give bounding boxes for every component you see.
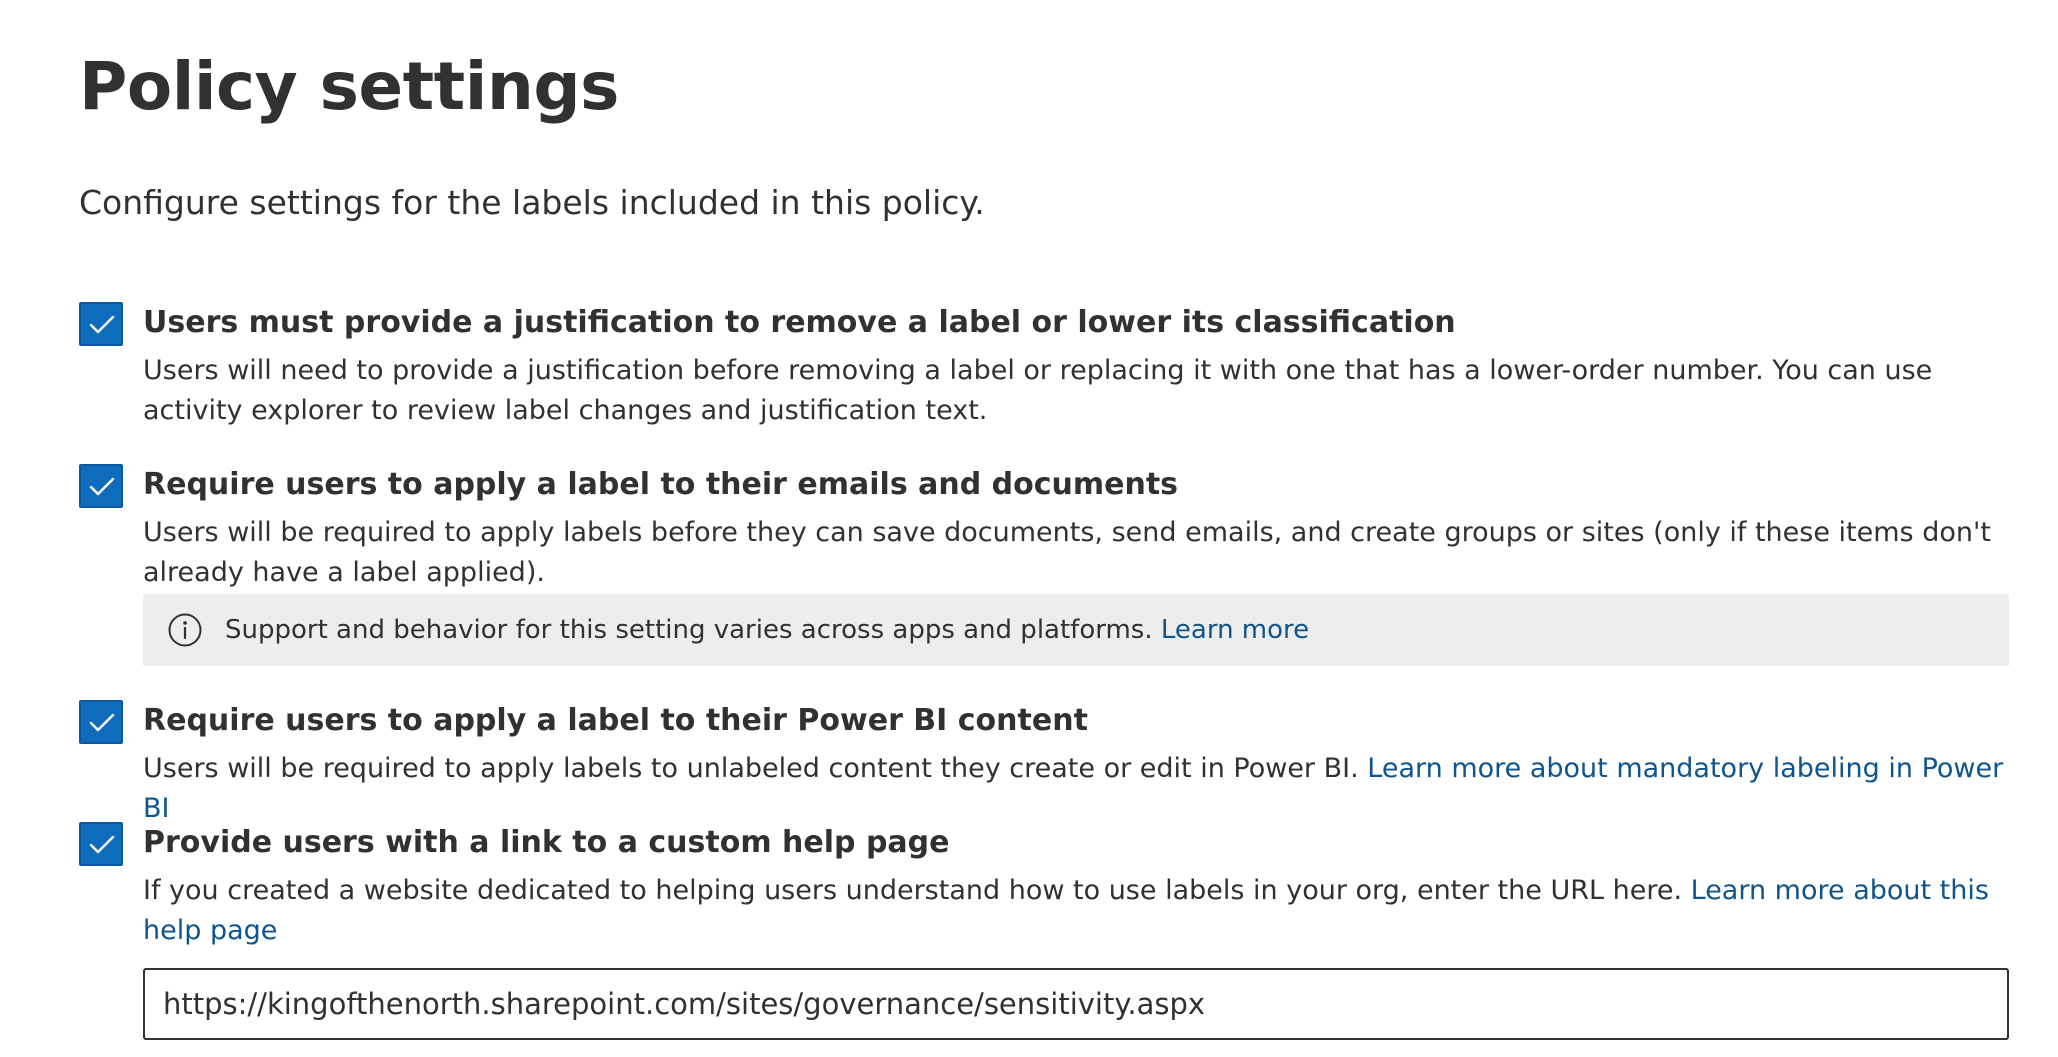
info-message — [225, 610, 1309, 650]
mandatory-label-checkbox[interactable] — [79, 464, 123, 508]
checkmark-icon — [89, 712, 115, 734]
power-bi-checkbox[interactable] — [79, 700, 123, 744]
info-message-text: Support and behavior for this setting varies across apps and platforms. — [225, 615, 1153, 645]
setting-description-text: If you created a website dedicated to helping users understand how to use labels in your org, enter the URL here. — [143, 875, 1683, 906]
setting-description: Users will need to provide a justification before removing a label or replacing it with one that has a lower-order number. You can use activity explorer to review label changes and justification text. — [143, 355, 1933, 426]
setting-title: Require users to apply a label to their emails and documents — [143, 467, 1179, 502]
help-page-url-input[interactable] — [143, 968, 2009, 1040]
setting-title: Provide users with a link to a custom help page — [143, 825, 950, 860]
checkmark-icon — [89, 834, 115, 856]
checkmark-icon — [89, 476, 115, 498]
custom-help-page-checkbox[interactable] — [79, 822, 123, 866]
page-subtitle: Configure settings for the labels included in this policy. — [79, 183, 985, 222]
learn-more-link[interactable]: Learn more — [1160, 615, 1310, 645]
setting-title: Users must provide a justification to remove a label or lower its classification — [143, 305, 1456, 340]
page-title: Policy settings — [79, 48, 619, 125]
info-icon — [167, 612, 203, 648]
setting-description — [143, 749, 2023, 829]
info-message-bar — [143, 594, 2009, 666]
help-page-learn-more-link[interactable]: Learn more about this help page — [143, 875, 1989, 946]
justification-checkbox[interactable] — [79, 302, 123, 346]
setting-description-text: Users will be required to apply labels to unlabeled content they create or edit in Power BI. — [143, 753, 1359, 784]
setting-description: Users will be required to apply labels before they can save documents, send emails, and create groups or sites (only if these items don't already have a label applied). — [143, 517, 1991, 588]
power-bi-learn-more-link[interactable]: Learn more about mandatory labeling in Power BI — [143, 753, 2004, 824]
setting-title: Require users to apply a label to their Power BI content — [143, 703, 1088, 738]
setting-description — [143, 871, 2023, 951]
checkmark-icon — [89, 314, 115, 336]
